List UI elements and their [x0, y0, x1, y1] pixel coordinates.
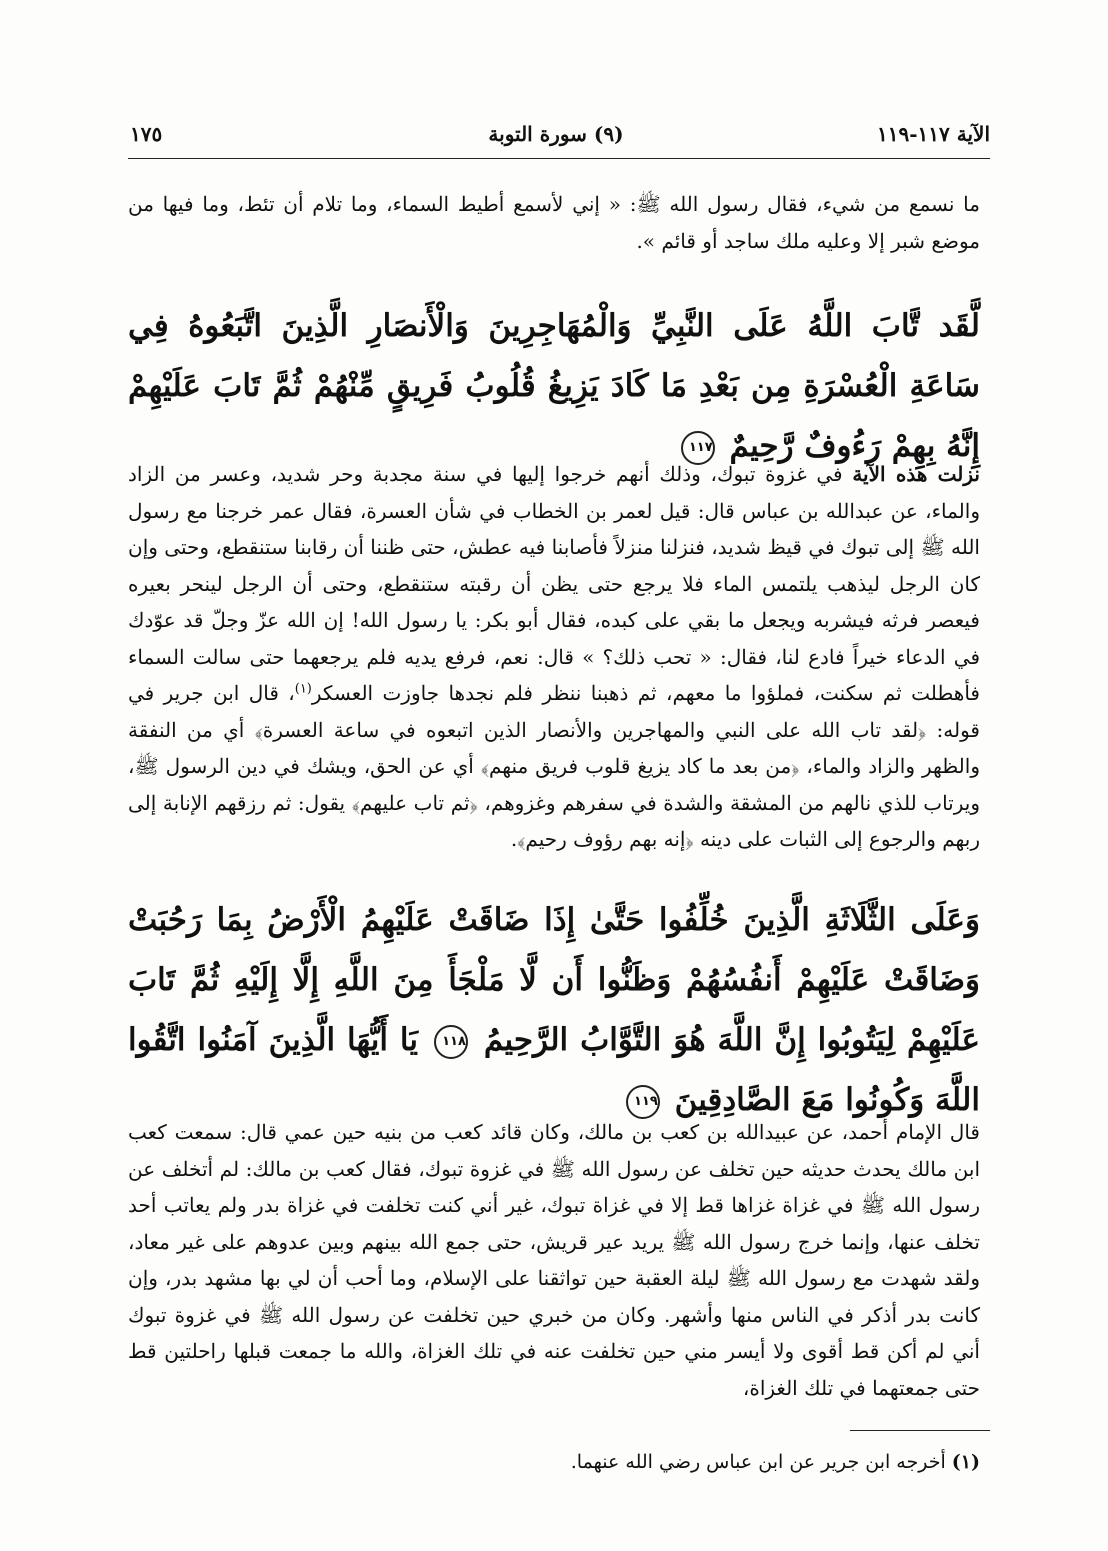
top-prose — [128, 186, 980, 259]
running-header — [122, 122, 990, 158]
page-number: ١٧٥ — [130, 122, 163, 146]
tafsir-117 — [128, 456, 980, 858]
tafsir-118-paragraph: قال الإمام أحمد، عن عبيدالله بن كعب بن مالك، وكان قائد كعب من بنيه حين عمي قال: سمعت كعب ابن مالك يحدث حديثه حين تخلف عن رسول الله ﷺ في غزوة تبوك، فقال كعب بن مالك: لم أتخلف عن رسول الله ﷺ في غزاة غزاها قط إلا في غزاة تبوك، غير أني كنت تخلفت في غزاة بدر ولم يعاتب أحد تخلف عنها، وإنما خرج رسول الله ﷺ يريد عير قريش، حتى جمع الله بينهم وبين عدوهم على غير معاد، ولقد شهدت مع رسول الله ﷺ ليلة العقبة حين تواثقنا على الإسلام، وما أحب أن لي بها مشهد بدر، وإن كانت بدر أذكر في الناس منها وأشهر. وكان من خبري حين تخلفت عن رسول الله ﷺ في غزوة تبوك أني لم أكن قط أقوى ولا أيسر مني حين تخلفت عنه في تلك الغزاة، والله ما جمعت قبلها راحلتين قط حتى جمعتهما في تلك الغزاة، — [128, 1120, 980, 1400]
ayah-number-118: ١١٨ — [434, 1025, 468, 1059]
verse-118-119-block — [128, 890, 980, 1130]
footnote-ref[interactable]: (١) — [294, 681, 312, 697]
tafsir-117-lead: نزلت هذه الآية — [852, 462, 980, 486]
tafsir-118 — [128, 1114, 980, 1406]
footnote-marker: (١) — [951, 1451, 980, 1473]
footnote-text: أخرجه ابن جرير عن ابن عباس رضي الله عنهما. — [570, 1451, 946, 1473]
tafsir-117-paragraph — [128, 456, 980, 858]
verse-117-text: لَّقَد تَّابَ اللَّهُ عَلَى النَّبِيِّ وَالْمُهَاجِرِينَ وَالْأَنصَارِ الَّذِينَ اتَّبَعُوهُ فِي سَاعَةِ الْعُسْرَةِ مِن بَعْدِ مَا كَادَ يَزِيغُ قُلُوبُ فَرِيقٍ مِّنْهُمْ ثُمَّ تَابَ عَلَيْهِمْ إِنَّهُ بِهِمْ رَءُوفٌ رَّحِيمٌ — [128, 308, 980, 464]
footnote-divider — [850, 1430, 990, 1431]
sura-title: (٩) سورة التوبة — [488, 122, 624, 146]
verse-117 — [128, 296, 980, 476]
tafsir-117-tail: ، قال ابن جرير في قوله: ﴿لقد تاب الله على النبي والمهاجرين والأنصار الذين اتبعوه في ساعة العسرة﴾ أي من النفقة والظهر والزاد والماء، ﴿من بعد ما كاد يزيغ قلوب فريق منهم﴾ أي عن الحق، ويشك في دين الرسول ﷺ، ويرتاب للذي نالهم من المشقة والشدة في سفرهم وغزوهم، ﴿ثم تاب عليهم﴾ يقول: ثم رزقهم الإنابة إلى ربهم والرجوع إلى الثبات على دينه ﴿إنه بهم رؤوف رحيم﴾. — [128, 681, 980, 851]
verse-118-text: وَعَلَى الثَّلَاثَةِ الَّذِينَ خُلِّفُوا حَتَّىٰ إِذَا ضَاقَتْ عَلَيْهِمُ الْأَرْضُ بِمَا رَحُبَتْ وَضَاقَتْ عَلَيْهِمْ أَنفُسُهُمْ وَظَنُّوا أَن لَّا مَلْجَأَ مِنَ اللَّهِ إِلَّا إِلَيْهِ ثُمَّ تَابَ عَلَيْهِمْ لِيَتُوبُوا إِنَّ اللَّهَ هُوَ التَّوَّابُ الرَّحِيمُ — [128, 902, 981, 1058]
verse-118-119 — [128, 890, 980, 1130]
verse-119-text: يَا أَيُّهَا الَّذِينَ آمَنُوا اتَّقُوا اللَّهَ وَكُونُوا مَعَ الصَّادِقِينَ — [128, 1022, 980, 1118]
ayah-range-label: الآية ١١٧-١١٩ — [877, 122, 990, 146]
ayah-number-119: ١١٩ — [626, 1085, 660, 1119]
tafsir-117-body: في غزوة تبوك، وذلك أنهم خرجوا إليها في سنة مجدبة وحر شديد، وعسر من الزاد والماء، عن عبدالله بن عباس قال: قيل لعمر بن الخطاب في شأن العسرة، فقال عمر خرجنا مع رسول الله ﷺ إلى تبوك في قيظ شديد، فنزلنا منزلاً فأصابنا فيه عطش، حتى ظننا أن رقابنا ستنقطع، وحتى وإن كان الرجل ليذهب يلتمس الماء فلا يرجع حتى يظن أن رقبته ستنقطع، وحتى أن الرجل لينحر بعيره فيعصر فرثه فيشربه ويجعل ما بقي على كبده، فقال أبو بكر: يا رسول الله! إن الله عزّ وجلّ قد عوّدك في الدعاء خيراً فادع لنا، فقال: « تحب ذلك؟ » قال: نعم، فرفع يديه فلم يرجعهما حتى سالت السماء فأهطلت ثم سكنت، فملؤوا ما معهم، ثم ذهبنا ننظر فلم نجدها جاوزت العسكر — [128, 462, 981, 705]
verse-117-block — [128, 296, 980, 476]
header-divider — [128, 158, 990, 159]
footnote — [128, 1447, 980, 1477]
top-prose-text: ما نسمع من شيء، فقال رسول الله ﷺ: « إني لأسمع أطيط السماء، وما تلام أن تئط، وما فيها من موضع شبر إلا وعليه ملك ساجد أو قائم ». — [128, 192, 980, 253]
ayah-number-117: ١١٧ — [681, 431, 715, 465]
